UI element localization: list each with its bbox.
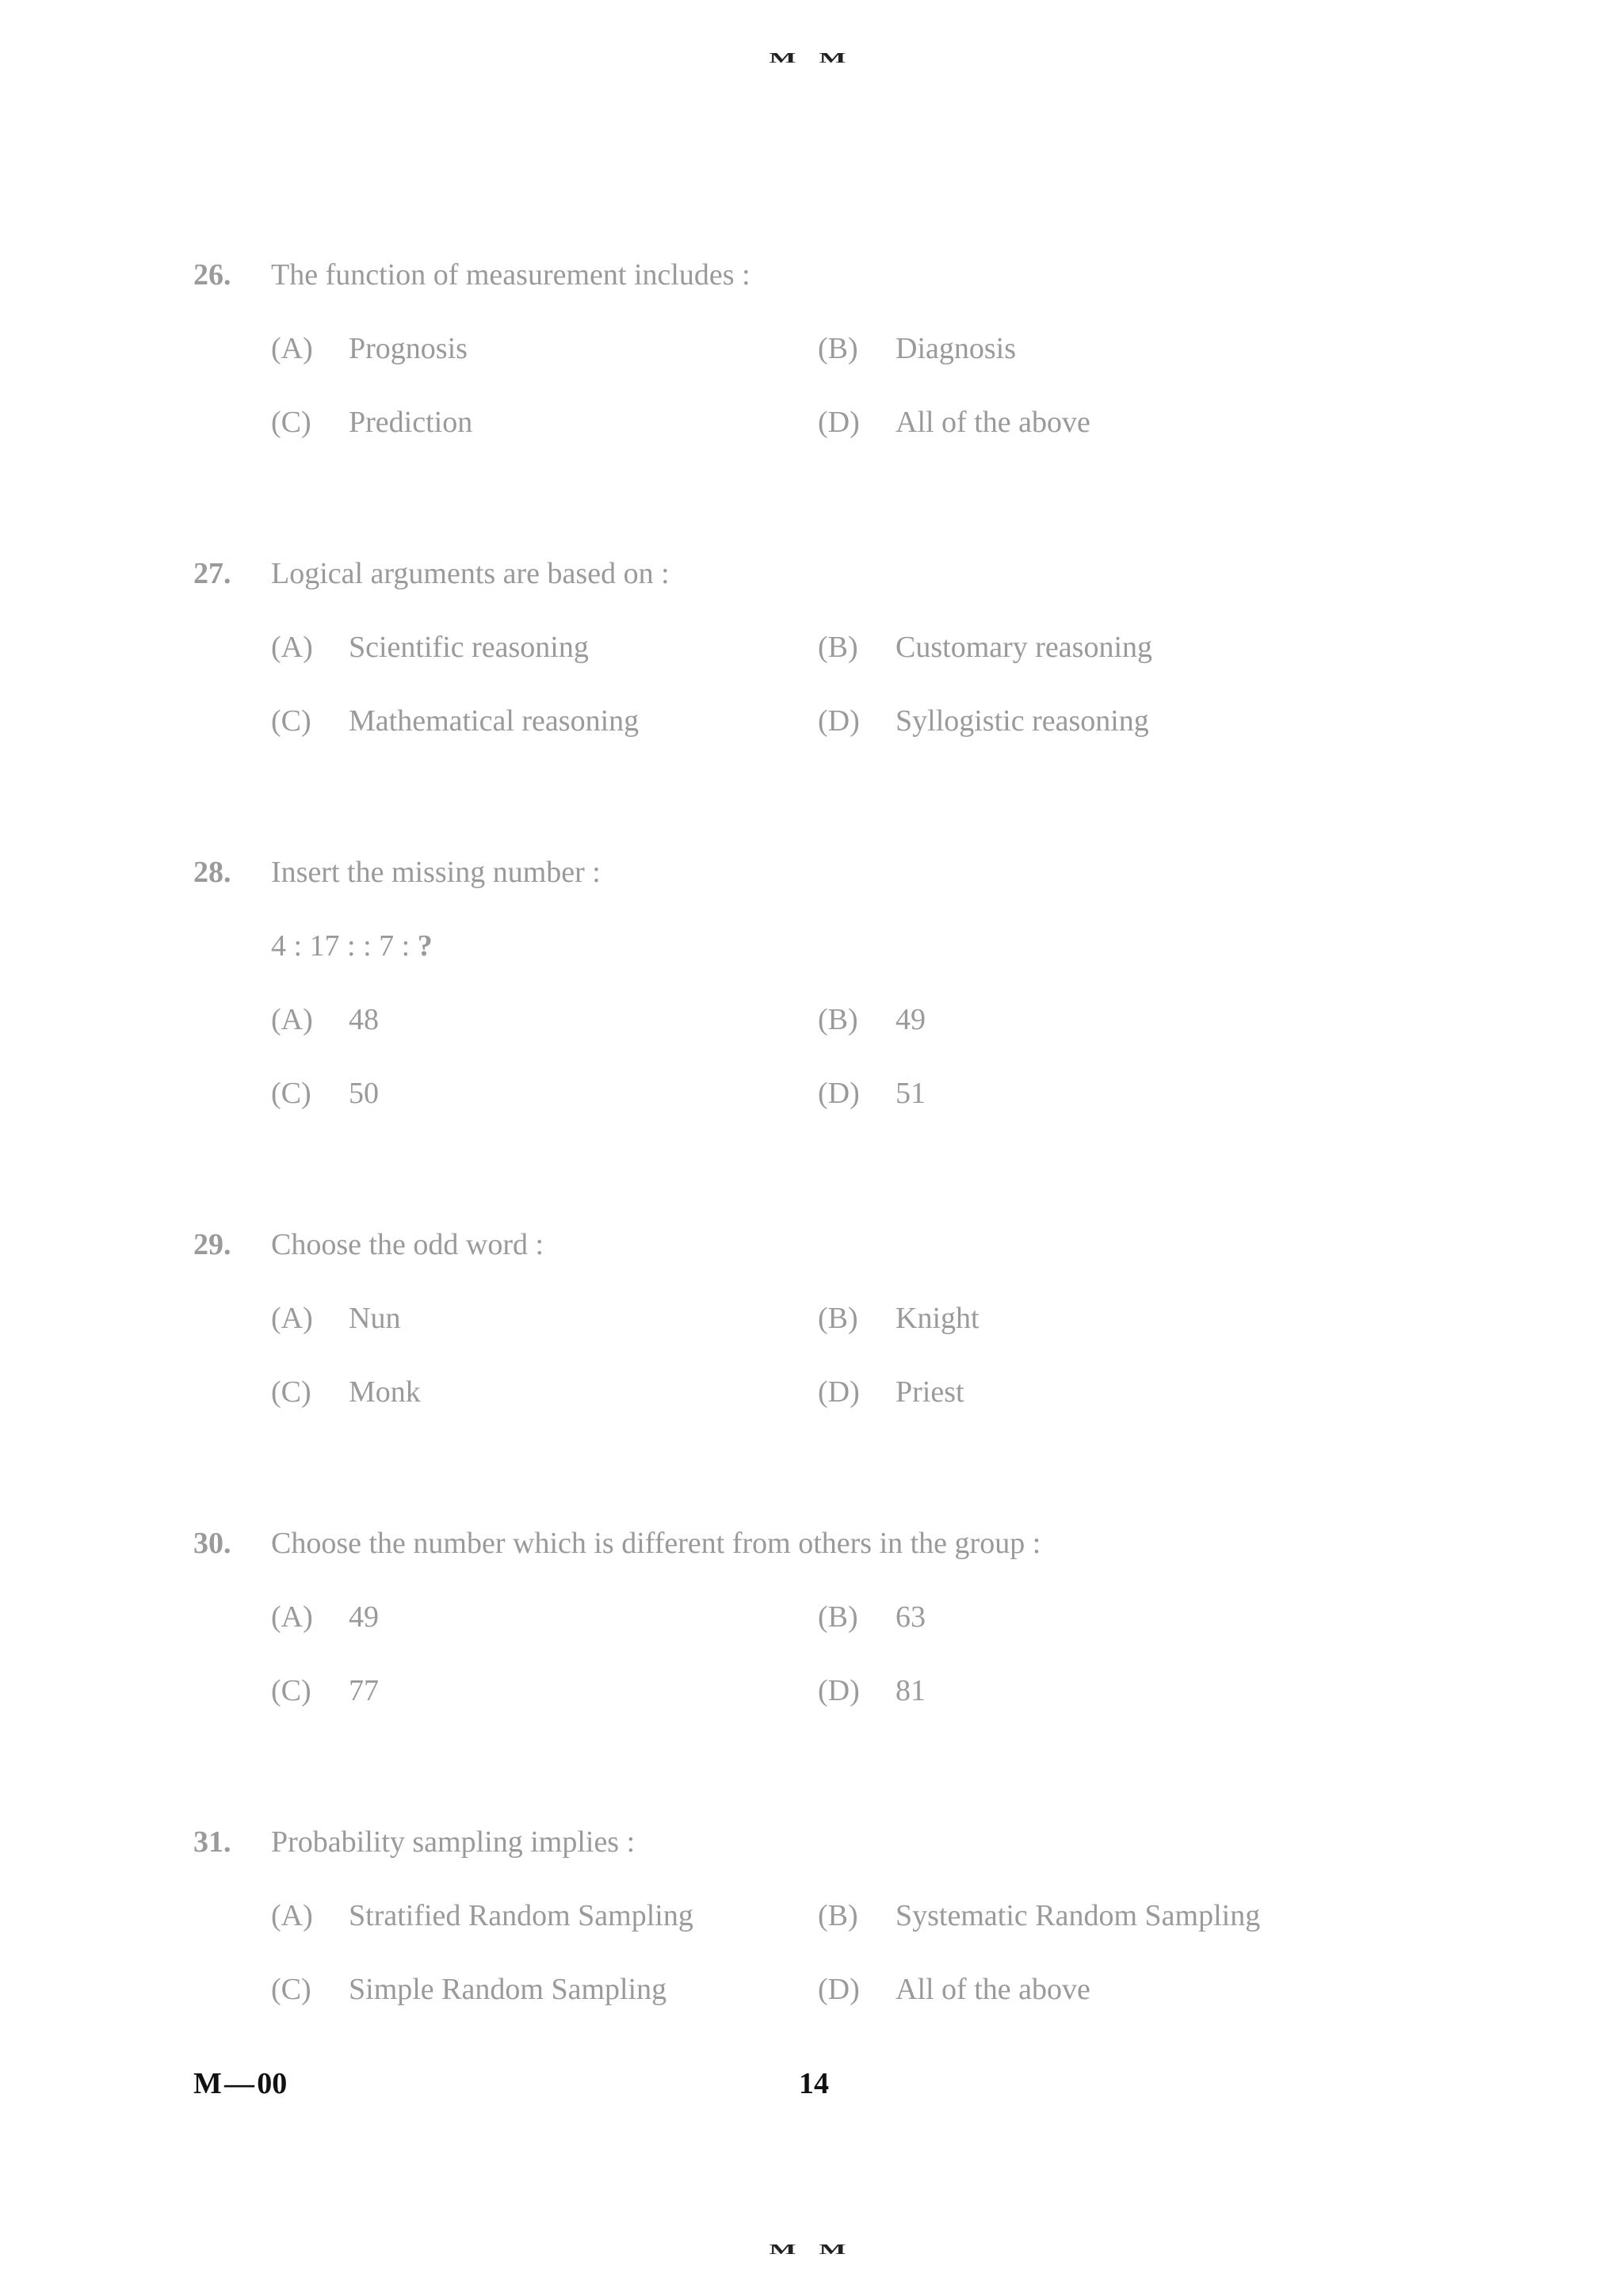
question-number: 30. (193, 1527, 231, 1560)
question-text: The function of measurement includes : (271, 258, 750, 292)
question-text: Probability sampling implies : (271, 1825, 636, 1859)
question-29: 29. Choose the odd word : (A) Nun (B) Knight (C) Monk (D) Priest (193, 1221, 1541, 1416)
question-text: Insert the missing number : (271, 856, 601, 889)
question-28: 28. Insert the missing number : 4 : 17 : : 7 : ? (A) 48 (B) 49 (C) 50 (D) 51 (193, 849, 1541, 1117)
question-number: 29. (193, 1228, 231, 1261)
header-mark: M M (769, 50, 854, 66)
question-text: Choose the odd word : (271, 1228, 544, 1261)
question-text: Choose the number which is different from others in the group : (271, 1527, 1041, 1560)
ratio-expression: 4 : 17 : : 7 : ? (271, 929, 433, 963)
question-text: Logical arguments are based on : (271, 557, 670, 590)
question-30: 30. Choose the number which is different from others in the group : (A) 49 (B) 63 (C) 77 (D) 81 (193, 1520, 1541, 1714)
question-31: 31. Probability sampling implies : (A) Stratified Random Sampling (B) Systematic Random Sampling (C) Simple Random Sampling (D) All of the above (193, 1818, 1541, 2013)
question-number: 31. (193, 1825, 231, 1859)
page-footer (193, 2060, 1430, 2107)
question-number: 26. (193, 258, 231, 292)
page-number: 14 (799, 2067, 829, 2100)
question-number: 27. (193, 557, 231, 590)
question-26: 26. The function of measurement includes : (A) Prognosis (B) Diagnosis (C) Prediction (D) All of the above (193, 251, 1541, 446)
booklet-code: M — 00 (193, 2067, 288, 2100)
footer-mark: M M (769, 2241, 854, 2257)
question-number: 28. (193, 856, 231, 889)
question-27: 27. Logical arguments are based on : (A) Scientific reasoning (B) Customary reasoning (C) Mathematical reasoning (D) Syllogistic reasoning (193, 550, 1541, 745)
